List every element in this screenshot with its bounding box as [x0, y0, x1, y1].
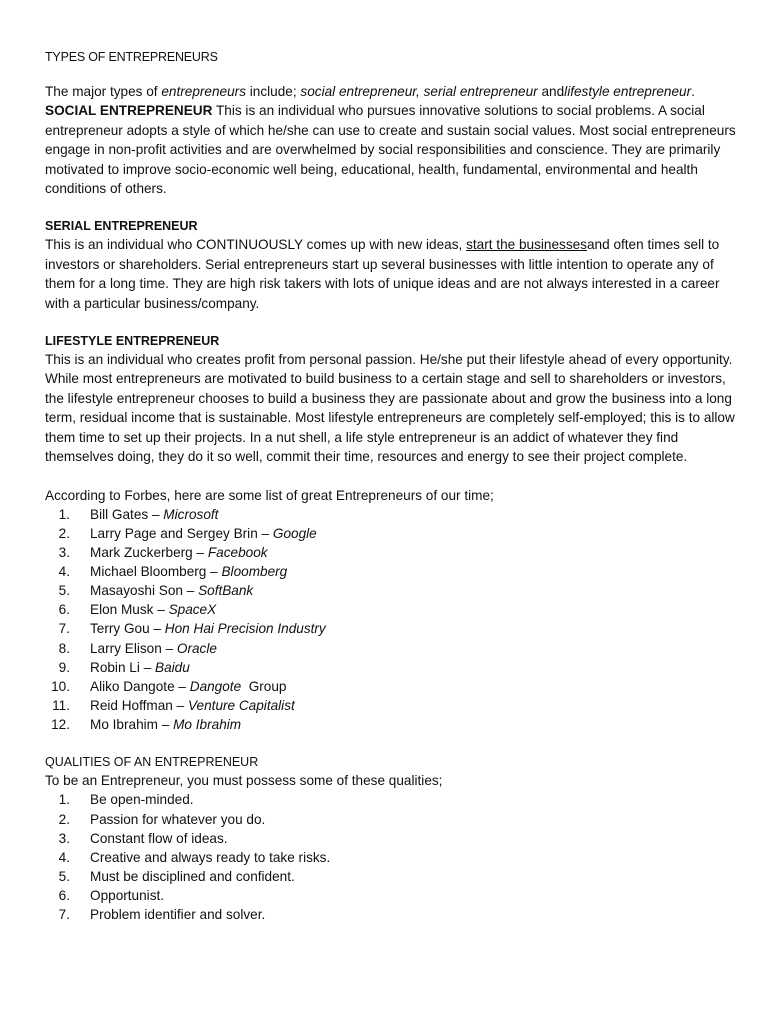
intro-entrepreneurs: entrepreneurs [161, 84, 246, 99]
entrepreneur-company: Venture Capitalist [187, 697, 295, 713]
list-item [45, 810, 745, 829]
list-item [45, 505, 745, 524]
document-title: TYPES OF ENTREPRENEURS [45, 50, 218, 64]
forbes-intro: According to Forbes, here are some list of great Entrepreneurs of our time; [45, 487, 494, 503]
lifestyle-heading: LIFESTYLE ENTREPRENEUR [45, 334, 220, 349]
forbes-list [45, 505, 745, 734]
list-number: 2. [58, 811, 70, 827]
entrepreneur-name: Terry Gou – [90, 621, 165, 637]
list-item [45, 524, 745, 543]
qualities-intro: To be an Entrepreneur, you must possess some of these qualities; [45, 773, 443, 789]
entrepreneur-name: Michael Bloomberg – [90, 564, 222, 580]
intro-text: . [691, 84, 695, 99]
qualities-list [45, 790, 745, 924]
entrepreneur-name: Mark Zuckerberg – [90, 545, 208, 561]
list-number: 1. [58, 792, 70, 808]
intro-lifestyle: lifestyle entrepreneur [564, 84, 692, 99]
quality-text: Be open-minded. [90, 792, 194, 808]
serial-text: This is an individual who CONTINUOUSLY comes up with new ideas, [45, 237, 467, 253]
entrepreneur-name: Robin Li – [90, 659, 155, 675]
entrepreneur-name: Masayoshi Son – [90, 583, 199, 599]
list-item [45, 790, 745, 809]
list-item [45, 905, 745, 924]
entrepreneur-company: Mo Ibrahim [173, 716, 242, 732]
list-number: 5. [58, 583, 70, 599]
list-item [45, 562, 745, 581]
list-number: 4. [58, 564, 70, 580]
quality-text: Opportunist. [90, 887, 165, 903]
list-number: 4. [58, 849, 70, 865]
serial-text: and often times sell to investors or shareholders. Serial entrepreneurs start up several businesses with little intention to operate any of them for a long time. They are high risk takers with lots of unique ideas and are not always interested in a career with a particular business/company. [45, 237, 720, 311]
list-item [45, 696, 745, 715]
list-number: 1. [58, 506, 70, 522]
list-number: 7. [58, 907, 70, 922]
list-item [45, 600, 745, 619]
list-item [45, 677, 745, 696]
list-item [45, 581, 745, 600]
quality-text: Constant flow of ideas. [90, 830, 228, 846]
entrepreneur-company: Microsoft [163, 506, 219, 522]
quality-text: Must be disciplined and confident. [90, 868, 295, 884]
list-item [45, 639, 745, 658]
entrepreneur-company: Hon Hai Precision Industry [164, 621, 326, 637]
list-number: 9. [58, 659, 70, 675]
entrepreneur-name: Mo Ibrahim – [90, 716, 174, 732]
intro-text: include; [246, 84, 301, 99]
intro-text: and [541, 84, 565, 99]
list-number: 6. [58, 602, 70, 618]
list-item [45, 715, 745, 734]
list-number: 8. [58, 640, 70, 656]
qualities-heading: QUALITIES OF AN ENTREPRENEUR [45, 755, 259, 770]
list-item [45, 619, 745, 638]
intro-text: The major types of [45, 84, 162, 99]
entrepreneur-name: Larry Elison – [90, 640, 177, 656]
list-number: 7. [58, 621, 70, 637]
entrepreneur-company: Baidu [155, 659, 190, 675]
list-number: 10. [51, 678, 70, 694]
list-number: 3. [58, 545, 70, 561]
serial-heading: SERIAL ENTREPRENEUR [45, 219, 198, 234]
entrepreneur-company: SpaceX [168, 602, 217, 618]
list-number: 11. [52, 697, 70, 713]
entrepreneur-suffix: Group [241, 678, 287, 694]
entrepreneur-company: Dangote [189, 678, 242, 694]
lifestyle-paragraph: This is an individual who creates profit from personal passion. He/she put their lifestyle ahead of every opportunity. While most entrepreneurs are motivated to build business to a certain stage and sell to shareholders or investors, the lifestyle entrepreneur chooses to build a business they are passionate about and grow the business into a long term, residual income that is sustainable. Most lifestyle entrepreneurs are completely self-employed; this is to allow them time to set up their projects. In a nut shell, a life style entrepreneur is an addict of whatever they find themselves doing, they do it so well, commit their time, resources and energy to see their project complete. [45, 352, 735, 465]
entrepreneur-name: Bill Gates – [90, 506, 164, 522]
entrepreneur-company: Oracle [176, 640, 217, 656]
list-number: 2. [58, 526, 70, 541]
entrepreneur-name: Aliko Dangote – [90, 678, 190, 694]
entrepreneur-company: Google [272, 526, 317, 541]
serial-paragraph [45, 235, 745, 313]
quality-text: Creative and always ready to take risks. [90, 849, 331, 865]
list-item [45, 886, 745, 905]
entrepreneur-company: SoftBank [198, 583, 254, 599]
list-item [45, 848, 745, 867]
entrepreneur-name: Reid Hoffman – [90, 697, 188, 713]
quality-text: Problem identifier and solver. [90, 907, 266, 922]
list-item [45, 867, 745, 886]
list-item [45, 658, 745, 677]
list-item [45, 543, 745, 562]
social-heading: SOCIAL ENTREPRENEUR [45, 103, 213, 119]
list-item [45, 829, 745, 848]
entrepreneur-company: Facebook [207, 545, 268, 561]
social-text: This is an individual who pursues innovative solutions to social problems. A social entrepreneur adopts a style of which he/she can use to create and sustain social values. Most social entrepreneurs engage in non-profit activities and are overwhelmed by social responsibilities and conscience. They are primarily motivated to improve socio-economic well being, educational, health, fundamental, environmental and health conditions of others. [45, 103, 736, 197]
quality-text: Passion for whatever you do. [90, 811, 266, 827]
entrepreneur-company: Bloomberg [221, 564, 288, 580]
list-number: 12. [51, 716, 70, 732]
list-number: 3. [58, 830, 70, 846]
entrepreneur-name: Larry Page and Sergey Brin – [90, 526, 273, 541]
list-number: 5. [58, 868, 70, 884]
list-number: 6. [58, 887, 70, 903]
entrepreneur-name: Elon Musk – [90, 602, 169, 618]
intro-paragraph [45, 82, 745, 198]
serial-link: start the businesses [466, 237, 587, 253]
intro-types: social entrepreneur, serial entrepreneur [300, 84, 542, 99]
document-page [45, 48, 745, 924]
